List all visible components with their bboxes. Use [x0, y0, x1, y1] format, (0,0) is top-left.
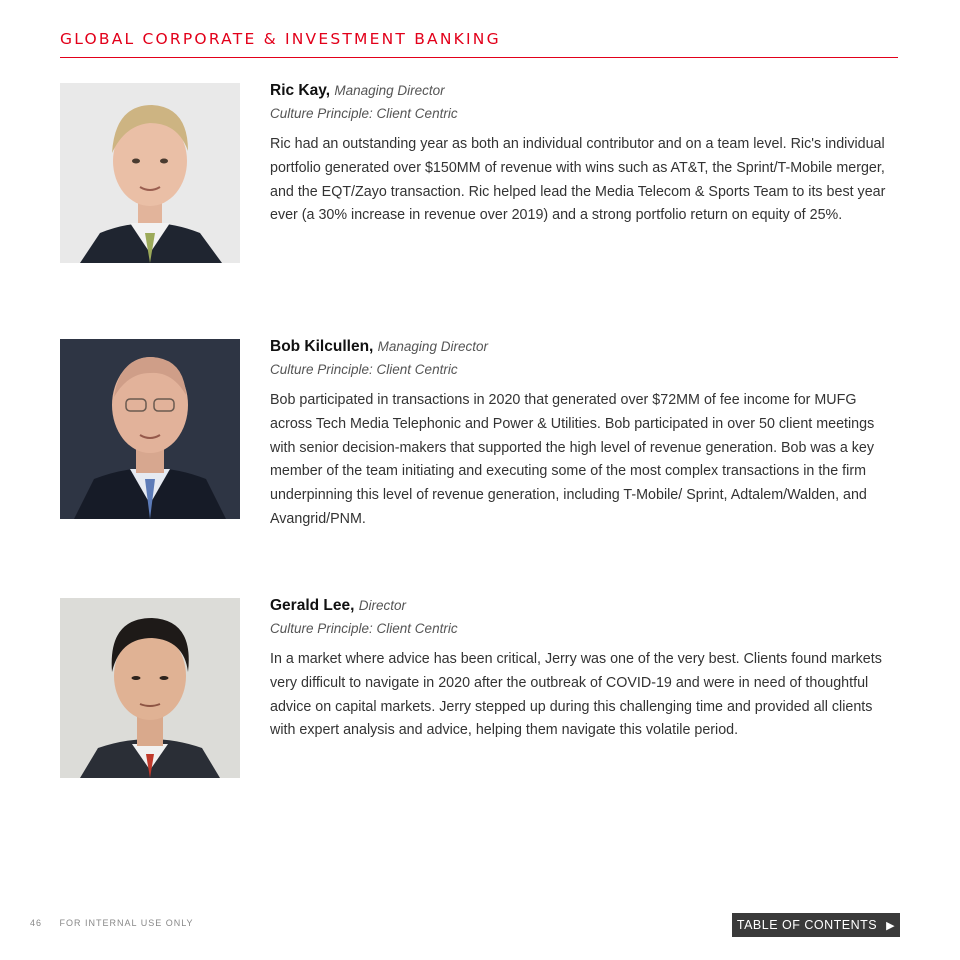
- play-arrow-icon: ▶: [886, 919, 896, 932]
- profile-heading: [270, 81, 898, 101]
- profile-bio: In a market where advice has been critical, Jerry was one of the very best. Clients found markets very difficult to navigate in 2020 after the outbreak of COVID-19 and were in need of thoughtful advice on capital markets. Jerry stepped up during this challenging time and provided all clients with expert analysis and advice, helping them navigate this volatile period.: [270, 651, 882, 739]
- section-header: [60, 30, 898, 58]
- portrait-photo: [60, 339, 240, 519]
- section-title: GLOBAL CORPORATE & INVESTMENT BANKING: [60, 30, 501, 48]
- culture-principle: Culture Principle: Client Centric: [270, 362, 458, 377]
- person-name: Ric Kay,: [270, 82, 331, 99]
- toc-label: TABLE OF CONTENTS: [736, 918, 878, 932]
- page-number: 46: [30, 918, 43, 928]
- culture-principle: Culture Principle: Client Centric: [270, 106, 458, 121]
- table-of-contents-button[interactable]: [732, 913, 900, 937]
- profile-heading: [270, 596, 898, 616]
- person-title: Managing Director: [377, 339, 488, 354]
- footer-notice: [30, 918, 194, 928]
- portrait-photo: [60, 83, 240, 263]
- profile-bio: Bob participated in transactions in 2020 that generated over $72MM of fee income for MUFG across Tech Media Telephonic and Power & Utilities. Bob participated in over 50 client meetings with senior decision-makers that supported the high level of revenue generation. Bob was a key member of the team initiating and executing some of the most complex transactions in the firm underpinning this level of revenue generation, including T-Mobile/ Sprint, Adtalem/Walden, and Avangrid/PNM.: [270, 392, 875, 527]
- profile-bio: Ric had an outstanding year as both an individual contributor and on a team level. Ric's individual portfolio generated over $150MM of revenue with wins such as AT&T, the Sprint/T-Mobile merger, and the EQT/Zayo transaction. Ric helped lead the Media Telecom & Sports Team to its best year ever (a 30% increase in revenue over 2019) and a strong portfolio return on equity of 25%.: [270, 136, 886, 224]
- person-name: Gerald Lee,: [270, 597, 355, 614]
- person-title: Director: [358, 598, 407, 613]
- internal-use-label: FOR INTERNAL USE ONLY: [59, 918, 194, 928]
- profile-heading: [270, 337, 898, 357]
- person-title: Managing Director: [334, 83, 445, 98]
- portrait-photo: [60, 598, 240, 778]
- culture-principle: Culture Principle: Client Centric: [270, 621, 458, 636]
- person-name: Bob Kilcullen,: [270, 338, 374, 355]
